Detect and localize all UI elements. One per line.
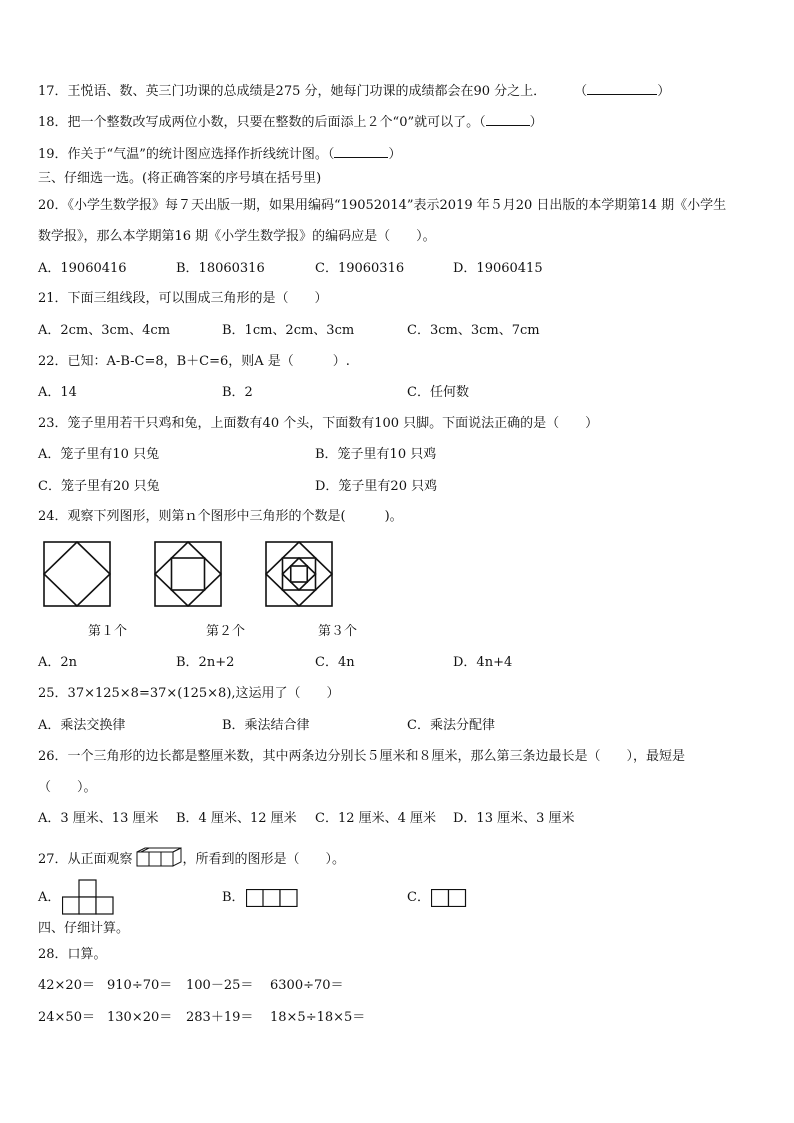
option-22-a[interactable]: A．14 — [38, 385, 77, 400]
option-24-a[interactable]: A．2n — [38, 655, 78, 670]
figure-caption-1: 第１个 — [88, 624, 128, 639]
question-17-text: 17．王悦语、数、英三门功课的总成绩是275 分，她每门功课的成绩都会在90 分之上． — [38, 84, 547, 99]
calc-item: 100－25＝ — [186, 978, 254, 993]
option-26-d[interactable]: D．13 厘米、3 厘米 — [453, 811, 575, 826]
question-27 — [38, 847, 345, 869]
question-27-text-before: 27．从正面观察 — [38, 852, 133, 867]
question-27-text-after: ，所看到的图形是（ ）。 — [182, 852, 346, 867]
option-20-a[interactable]: A．19060416 — [38, 261, 127, 276]
section-3-heading: 三、仔细选一选。(将正确答案的序号填在括号里) — [38, 171, 322, 186]
question-28: 28．口算。 — [38, 947, 107, 962]
question-18-text: 18．把一个整数改写成两位小数，只要在整数的后面添上２个“0”就可以了。（ — [38, 115, 486, 130]
calc-item: 24×50＝ — [38, 1010, 95, 1025]
option-23-b[interactable]: B．笼子里有10 只鸡 — [315, 447, 437, 462]
option-26-c[interactable]: C．12 厘米、4 厘米 — [315, 811, 437, 826]
option-22-c[interactable]: C．任何数 — [407, 385, 469, 400]
option-20-b[interactable]: B．18060316 — [176, 261, 265, 276]
calc-item: 18×5÷18×5＝ — [270, 1010, 366, 1025]
option-25-a[interactable]: A．乘法交换律 — [38, 718, 126, 733]
front-view-c-icon — [431, 889, 467, 907]
question-20-line1: 20．《小学生数学报》每７天出版一期，如果用编码“19052014”表示2019 年５月20 日出版的本学期第14 期《小学生 — [38, 198, 727, 213]
calc-item: 130×20＝ — [107, 1010, 173, 1025]
question-24: 24．观察下列图形，则第ｎ个图形中三角形的个数是( )。 — [38, 509, 403, 524]
section-4-heading: 四、仔细计算。 — [38, 921, 130, 936]
question-19-text: 19．作关于“气温”的统计图应选择作折线统计图。（ — [38, 147, 335, 162]
option-21-a[interactable]: A．2cm、3cm、4cm — [38, 323, 171, 338]
option-24-c[interactable]: C．4n — [315, 655, 355, 670]
option-20-c[interactable]: C．19060316 — [315, 261, 405, 276]
option-23-d[interactable]: D．笼子里有20 只鸡 — [315, 479, 438, 494]
calc-item: 6300÷70＝ — [270, 978, 344, 993]
pattern-figure-1 — [43, 541, 111, 607]
option-23-c[interactable]: C．笼子里有20 只兔 — [38, 479, 160, 494]
front-view-a-icon — [62, 879, 114, 915]
pattern-figure-2 — [154, 541, 222, 607]
question-26-line1: 26．一个三角形的边长都是整厘米数，其中两条边分别长５厘米和８厘米，那么第三条边最长是（ ），最短是 — [38, 749, 686, 764]
option-21-c[interactable]: C．3cm、3cm、7cm — [407, 323, 540, 338]
front-view-b-icon — [246, 889, 298, 907]
option-23-a[interactable]: A．笼子里有10 只兔 — [38, 447, 160, 462]
question-19: 19．作关于“气温”的统计图应选择作折线统计图。（ ） — [38, 147, 402, 162]
option-25-b[interactable]: B．乘法结合律 — [222, 718, 310, 733]
question-17: 17．王悦语、数、英三门功课的总成绩是275 分，她每门功课的成绩都会在90 分之上． （ ） — [38, 84, 671, 99]
question-23: 23．笼子里用若干只鸡和兔，上面数有40 个头，下面数有100 只脚。下面说法正确的是（ ） — [38, 416, 599, 431]
calc-item: 42×20＝ — [38, 978, 95, 993]
question-21: 21．下面三组线段，可以围成三角形的是（ ） — [38, 291, 328, 306]
question-20-line2: 数学报》，那么本学期第16 期《小学生数学报》的编码应是（ ）。 — [38, 229, 436, 244]
cube-blocks-icon — [133, 847, 183, 869]
answer-blank-17[interactable] — [587, 82, 657, 95]
calc-item: 910÷70＝ — [107, 978, 173, 993]
option-26-b[interactable]: B．4 厘米、12 厘米 — [176, 811, 297, 826]
option-27-a[interactable]: A． — [38, 889, 60, 907]
question-22: 22．已知：A-B-C=8，B＋C=6，则A 是（ ）. — [38, 354, 350, 369]
answer-blank-19[interactable] — [334, 145, 388, 158]
figure-caption-2: 第２个 — [206, 624, 246, 639]
pattern-figure-3 — [265, 541, 333, 607]
calc-item: 283＋19＝ — [186, 1010, 254, 1025]
option-20-d[interactable]: D．19060415 — [453, 261, 543, 276]
option-27-c[interactable]: C． — [407, 889, 430, 907]
option-24-b[interactable]: B．2n+2 — [176, 655, 235, 670]
option-27-b[interactable]: B． — [222, 889, 245, 907]
option-21-b[interactable]: B．1cm、2cm、3cm — [222, 323, 355, 338]
option-25-c[interactable]: C．乘法分配律 — [407, 718, 495, 733]
question-26-line2: （ ）。 — [38, 780, 97, 795]
question-25: 25．37×125×8=37×(125×8),这运用了（ ） — [38, 686, 340, 701]
question-18: 18．把一个整数改写成两位小数，只要在整数的后面添上２个“0”就可以了。（ ） — [38, 115, 543, 130]
option-26-a[interactable]: A．3 厘米、13 厘米 — [38, 811, 159, 826]
option-22-b[interactable]: B．2 — [222, 385, 253, 400]
answer-blank-18[interactable] — [486, 113, 530, 126]
figure-caption-3: 第３个 — [318, 624, 358, 639]
option-24-d[interactable]: D．4n+4 — [453, 655, 513, 670]
